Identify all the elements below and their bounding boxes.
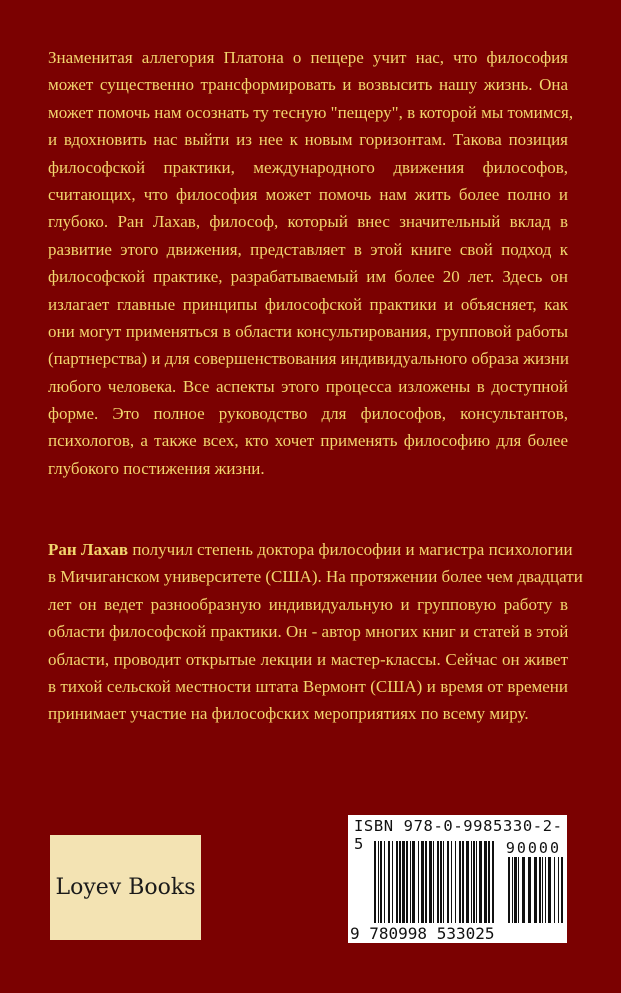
barcode-bar xyxy=(418,841,419,923)
barcode-bar xyxy=(508,857,510,923)
barcode-bar xyxy=(512,857,513,923)
text-line: принимает участие на философских мероприятиях по всему миру. xyxy=(48,704,529,724)
text-line: в тихой сельской местности штата Вермонт (США) и время от времени xyxy=(48,676,568,696)
barcode-bar xyxy=(462,841,464,923)
barcode-bar xyxy=(539,857,541,923)
text-line: глубокого постижения жизни. xyxy=(48,458,265,478)
barcode-bar xyxy=(528,857,531,923)
barcode-bar xyxy=(396,841,398,923)
publisher-logo: Loyev Books xyxy=(50,835,201,940)
barcode-bar xyxy=(488,841,490,923)
barcode-bar xyxy=(429,841,432,923)
barcode-bar xyxy=(380,841,382,923)
text-line: области, проводит открытые лекции и мастер-классы. Сейчас он живет xyxy=(48,649,568,669)
text-line: любого человека. Все аспекты этого процесса изложены в доступной xyxy=(48,376,568,396)
barcode-bar xyxy=(388,841,390,923)
text-line: философской практике, разрабатываемый им более 20 лет. Здесь он xyxy=(48,267,568,287)
text-line: может помочь нам осознать ту тесную "пещеру", в которой мы томимся, xyxy=(48,102,574,122)
barcode-bar xyxy=(554,857,555,923)
text-line: они могут применяться в области консультирования, групповой работы xyxy=(48,321,568,341)
isbn-text: ISBN 978-0-9985330-2-5 xyxy=(354,817,563,853)
barcode-bar xyxy=(433,841,434,923)
barcode-bar xyxy=(522,857,525,923)
author-bio xyxy=(48,536,583,728)
barcode-bar xyxy=(437,841,439,923)
barcode-bar xyxy=(476,841,477,923)
barcode-bar xyxy=(545,857,546,923)
barcode-bar xyxy=(484,841,487,923)
barcode-bar xyxy=(378,841,379,923)
text-line: глубоко. Ран Лахав, философ, который внес значительный вклад в xyxy=(48,212,568,232)
barcode-bar xyxy=(392,841,393,923)
barcode-bar xyxy=(384,841,385,923)
text-line: философской практики, международного движения философов, xyxy=(48,157,568,177)
text-line: области философской практики. Он - автор многих книг и статей в этой xyxy=(48,622,569,642)
barcode-bar xyxy=(374,841,376,923)
barcode-bar xyxy=(473,841,475,923)
barcode-bar xyxy=(406,841,408,923)
text-line: форме. Это полное руководство для философов, консультантов, xyxy=(48,404,568,424)
barcode-bar xyxy=(451,841,452,923)
text-line: лет он ведет разнообразную индивидуальную и групповую работу в xyxy=(48,594,568,614)
text-line: в Мичиганском университете (США). На протяжении более чем двадцати xyxy=(48,567,583,587)
text-line: излагает главные принципы философской практики и объясняет, как xyxy=(48,294,568,314)
barcode-bar xyxy=(440,841,442,923)
barcode-bar xyxy=(466,841,469,923)
barcode-bar xyxy=(447,841,449,923)
text-line: Ран Лахав получил степень доктора философии и магистра психологии xyxy=(48,540,573,559)
text-line: Знаменитая аллегория Платона о пещере учит нас, что философия xyxy=(48,48,568,67)
barcode-bar xyxy=(518,857,519,923)
barcode-bar xyxy=(492,841,494,923)
text-line: считающих, что философия может помочь нам жить более полно и xyxy=(48,184,568,204)
barcode-bar xyxy=(542,857,543,923)
barcode-bar xyxy=(459,841,461,923)
price-addon-text: 90000 xyxy=(505,839,561,857)
barcode-bar xyxy=(479,841,482,923)
barcode-bar xyxy=(410,841,411,923)
barcode-bar xyxy=(558,857,559,923)
author-name: Ран Лахав xyxy=(48,540,129,559)
barcode-bar xyxy=(561,857,563,923)
book-description xyxy=(48,44,574,482)
barcode-bar xyxy=(412,841,415,923)
barcode-bar xyxy=(514,857,517,923)
ean-text: 9 780998 533025 xyxy=(350,924,495,943)
barcode-bar xyxy=(534,857,537,923)
barcode-bar xyxy=(443,841,444,923)
text-line: психологов, а также всех, кто хочет применять философию для более xyxy=(48,431,568,451)
barcode-bar xyxy=(471,841,472,923)
text-line: может существенно трансформировать и возвысить нашу жизнь. Она xyxy=(48,75,568,95)
barcode-bar xyxy=(548,857,551,923)
barcode-bar xyxy=(402,841,405,923)
barcode-bar xyxy=(421,841,424,923)
barcode-bar xyxy=(455,841,456,923)
text-line: развитие этого движения, представляет в этой книге свой подход к xyxy=(48,239,568,259)
barcode-bar xyxy=(425,841,427,923)
isbn-barcode xyxy=(348,815,567,943)
text-line: (партнерства) и для совершенствования индивидуального образа жизни xyxy=(48,349,569,369)
barcode-bar xyxy=(399,841,401,923)
text-line: и вдохновить нас выйти из нее к новым горизонтам. Такова позиция xyxy=(48,130,568,150)
